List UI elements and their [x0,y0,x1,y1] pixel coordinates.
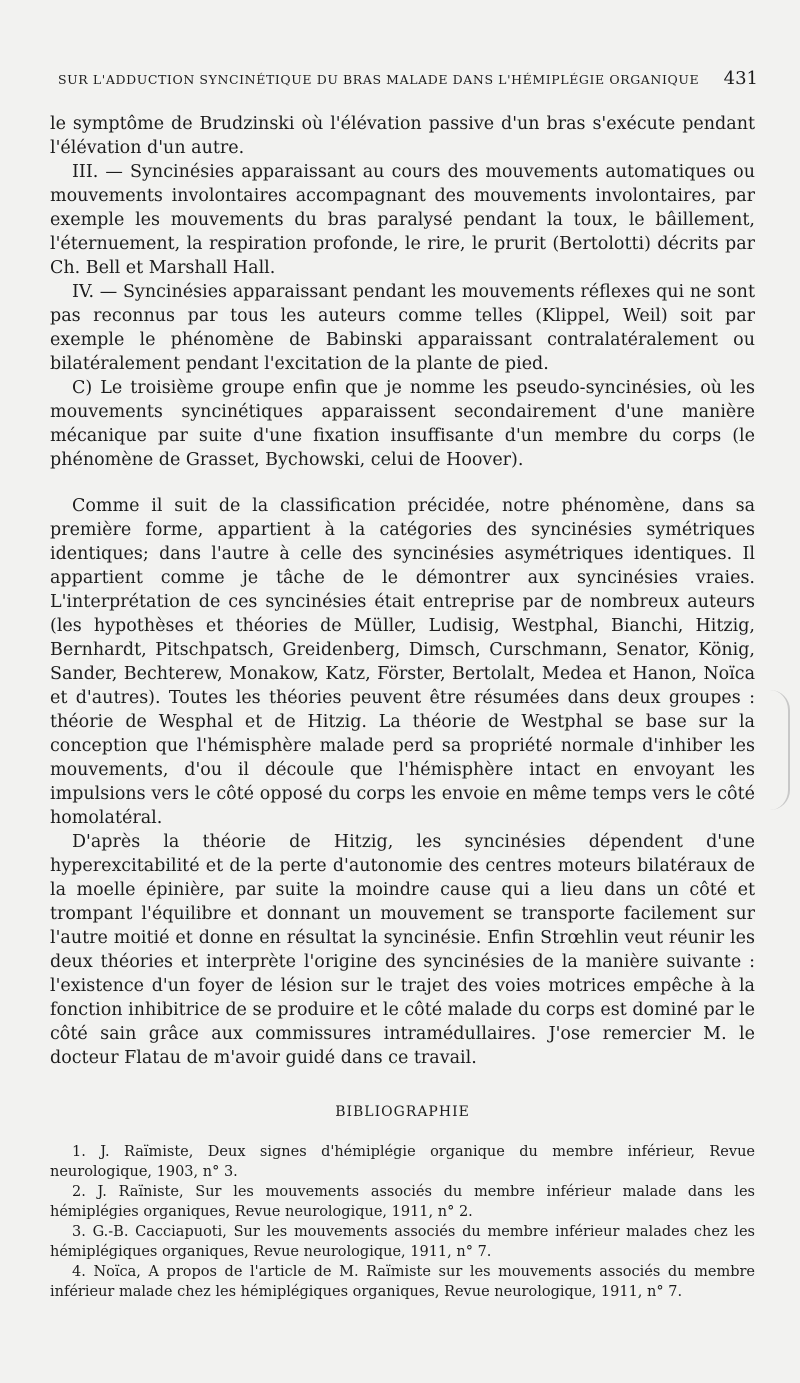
paragraph: C) Le troisième groupe enfin que je nomme les pseudo-syncinésies, où les mouvements syncinétiques apparaissent secondairement d'une manière mécanique par suite d'une fixation insuffisante d'un membre du corps (le phénomène de Grasset, Bychowski, celui de Hoover). [50,378,755,470]
reference-item: 2. J. Raïniste, Sur les mouvements associés du membre inférieur malade dans les hémiplégies organiques, Revue neurologique, 1911, n° 2. [50,1184,755,1220]
page-number: 431 [723,68,758,89]
paragraph: III. — Syncinésies apparaissant au cours des mouvements automatiques ou mouvements involontaires accompagnant des mouvements involontaires, par exemple les mouvements du bras paralysé pendant la toux, le bâillement, l'éternuement, la respiration profonde, le rire, le prurit (Bertolotti) décrits par Ch. Bell et Marshall Hall. [50,162,755,278]
reference-item: 1. J. Raïmiste, Deux signes d'hémiplégie organique du membre inférieur, Revue neurologique, 1903, n° 3. [50,1144,755,1180]
paragraph: IV. — Syncinésies apparaissant pendant les mouvements réflexes qui ne sont pas reconnus par tous les auteurs comme telles (Klippel, Weil) soit par exemple le phénomène de Babinski apparaissant contralatéralement ou bilatéralement pendant l'excitation de la plante de pied. [50,282,755,374]
bibliography-heading: BIBLIOGRAPHIE [335,1104,470,1120]
running-title: SUR L'ADDUCTION SYNCINÉTIQUE DU BRAS MALADE DANS L'HÉMIPLÉGIE ORGANIQUE [58,72,700,87]
bibliography-list [50,1142,755,1302]
running-header [58,68,758,89]
body-text [50,112,755,1302]
margin-mark [770,690,790,810]
reference-item: 4. Noïca, A propos de l'article de M. Raïmiste sur les mouvements associés du membre inférieur malade chez les hémiplégiques organiques, Revue neurologique, 1911, n° 7. [50,1264,755,1300]
reference-item: 3. G.-B. Cacciapuoti, Sur les mouvements associés du membre inférieur malades chez les hémiplégiques organiques, Revue neurologique, 1911, n° 7. [50,1224,755,1260]
paragraph: le symptôme de Brudzinski où l'élévation passive d'un bras s'exécute pendant l'élévation d'un autre. [50,114,755,158]
paragraph: D'après la théorie de Hitzig, les syncinésies dépendent d'une hyperexcitabilité et de la perte d'autonomie des centres moteurs bilatéraux de la moelle épinière, par suite la moindre cause qui a lieu dans un côté et trompant l'équilibre et donnant un mouvement se transporte facilement sur l'autre moitié et donne en résultat la syncinésie. Enfin Strœhlin veut réunir les deux théories et interprète l'origine des syncinésies de la manière suivante : l'existence d'un foyer de lésion sur le trajet des voies motrices empêche à la fonction inhibitrice de se produire et le côté malade du corps est dominé par le côté sain grâce aux commissures intramédullaires. J'ose remercier M. le docteur Flatau de m'avoir guidé dans ce travail. [50,832,755,1068]
paragraph: Comme il suit de la classification précidée, notre phénomène, dans sa première forme, appartient à la catégories des syncinésies symétriques identiques; dans l'autre à celle des syncinésies asymétriques identiques. Il appartient comme je tâche de le démontrer aux syncinésies vraies. L'interprétation de ces syncinésies était entreprise par de nombreux auteurs (les hypothèses et théories de Müller, Ludisig, Westphal, Bianchi, Hitzig, Bernhardt, Pitschpatsch, Greidenberg, Dimsch, Curschmann, Senator, König, Sander, Bechterew, Monakow, Katz, Förster, Bertolalt, Medea et Hanon, Noïca et d'autres). Toutes les théories peuvent être résumées dans deux groupes : théorie de Wesphal et de Hitzig. La théorie de Westphal se base sur la conception que l'hémisphère malade perd sa propriété normale d'inhiber les mouvements, d'ou il découle que l'hémisphère intact en envoyant les impulsions vers le côté opposé du corps les envoie en même temps vers le côté homolatéral. [50,496,755,828]
